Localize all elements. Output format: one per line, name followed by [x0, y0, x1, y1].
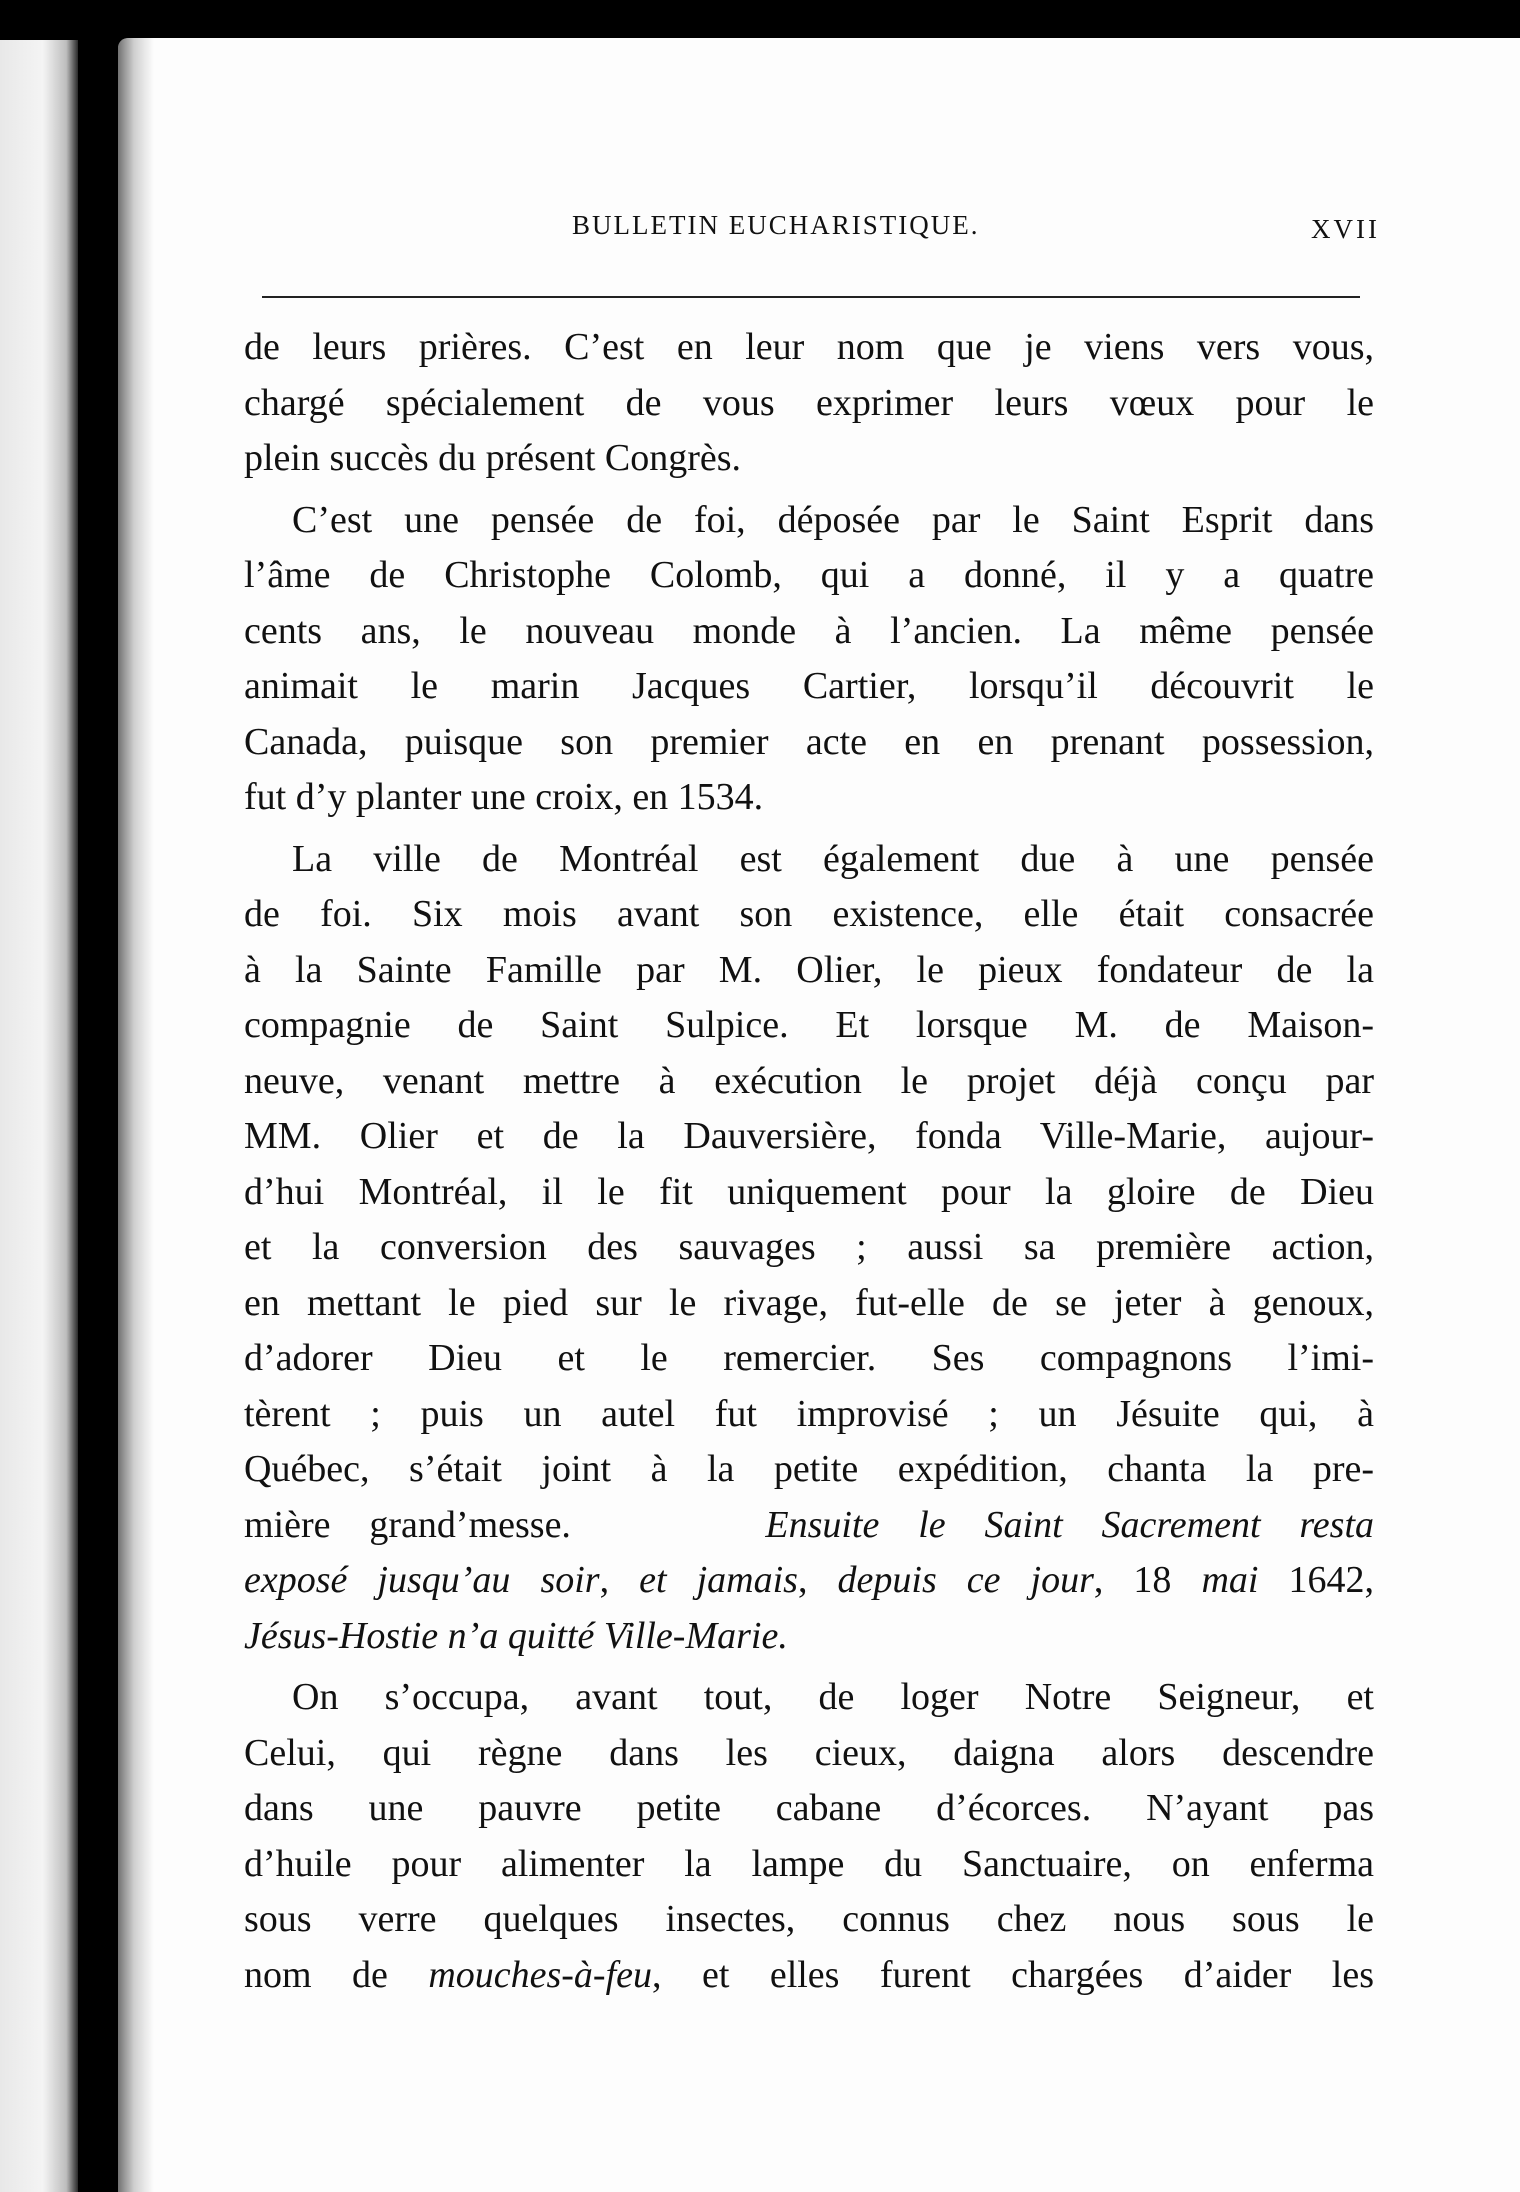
text-segment: , — [599, 1559, 640, 1601]
paragraph-start-line: La ville de Montréal est également due à une pensée — [292, 837, 1374, 880]
text-line: de leurs prières. C’est en leur nom que je viens vers vous, — [244, 326, 1374, 368]
italic-segment: mai — [1201, 1559, 1259, 1601]
text-line: Québec, s’était joint à la petite expédition, chanta la pre- — [244, 1448, 1374, 1490]
italic-segment: mouches-à-feu — [428, 1953, 653, 1996]
text-line: l’âme de Christophe Colomb, qui a donné, il y a quatre — [244, 554, 1374, 596]
italic-segment: exposé jusqu’au soir — [244, 1559, 600, 1601]
text-line: Celui, qui règne dans les cieux, daigna alors descendre — [244, 1731, 1374, 1774]
running-header — [260, 210, 1380, 256]
text-segment: nom de — [244, 1953, 429, 1996]
text-line: dans une pauvre petite cabane d’écorces. N’ayant pas — [244, 1787, 1374, 1829]
text-line: à la Sainte Famille par M. Olier, le pieux fondateur de la — [244, 948, 1374, 991]
italic-segment: Ensuite le Saint Sacrement resta — [765, 1503, 1375, 1546]
text-segment: , — [797, 1559, 838, 1601]
text-line: chargé spécialement de vous exprimer leurs vœux pour le — [244, 381, 1374, 424]
text-segment: , et elles furent chargées d’aider les — [652, 1953, 1374, 1996]
italic-segment: depuis ce jour — [837, 1559, 1094, 1601]
text-line: et la conversion des sauvages ; aussi sa première action, — [244, 1226, 1374, 1268]
text-line: neuve, venant mettre à exécution le projet déjà conçu par — [244, 1059, 1374, 1102]
text-line: compagnie de Saint Sulpice. Et lorsque M. de Maison- — [244, 1004, 1374, 1046]
text-line — [244, 1553, 1374, 1609]
body-text — [244, 320, 1374, 2003]
facing-page-edge — [0, 40, 78, 2192]
text-line: de foi. Six mois avant son existence, elle était consacrée — [244, 893, 1374, 935]
text-segment: , 18 — [1093, 1559, 1202, 1601]
text-line: en mettant le pied sur le rivage, fut-elle de se jeter à genoux, — [244, 1281, 1374, 1324]
text-segment: mière grand’messe. — [244, 1503, 571, 1546]
page-number: XVII — [1311, 214, 1380, 244]
text-line: animait le marin Jacques Cartier, lorsqu’il découvrit le — [244, 665, 1374, 707]
text-line: d’huile pour alimenter la lampe du Sanctuaire, on enferma — [244, 1842, 1374, 1885]
text-line: Canada, puisque son premier acte en en prenant possession, — [244, 720, 1374, 763]
italic-segment: et jamais — [639, 1559, 798, 1601]
text-line: MM. Olier et de la Dauversière, fonda Ville-Marie, aujour- — [244, 1115, 1374, 1157]
running-title: BULLETIN EUCHARISTIQUE. — [572, 210, 980, 240]
header-rule — [262, 296, 1360, 298]
paragraph-start-line: C’est une pensée de foi, déposée par le Saint Esprit dans — [292, 498, 1374, 541]
text-line: plein succès du présent Congrès. — [244, 437, 742, 479]
text-line: fut d’y planter une croix, en 1534. — [244, 776, 764, 818]
text-line: cents ans, le nouveau monde à l’ancien. La même pensée — [244, 609, 1374, 652]
text-line: d’hui Montréal, il le fit uniquement pour la gloire de Dieu — [244, 1170, 1374, 1213]
text-line — [244, 1609, 1374, 1665]
text-line — [244, 1948, 1374, 2004]
text-line: d’adorer Dieu et le remercier. Ses compagnons l’imi- — [244, 1337, 1374, 1379]
italic-segment: Jésus-Hostie n’a quitté Ville-Marie. — [244, 1614, 788, 1657]
text-segment: 1642, — [1258, 1559, 1375, 1601]
text-line — [244, 1498, 1374, 1554]
gutter-shadow — [118, 38, 154, 2192]
text-line: tèrent ; puis un autel fut improvisé ; un Jésuite qui, à — [244, 1392, 1374, 1435]
text-line: sous verre quelques insectes, connus chez nous sous le — [244, 1898, 1374, 1940]
paragraph-start-line: On s’occupa, avant tout, de loger Notre Seigneur, et — [292, 1676, 1374, 1718]
